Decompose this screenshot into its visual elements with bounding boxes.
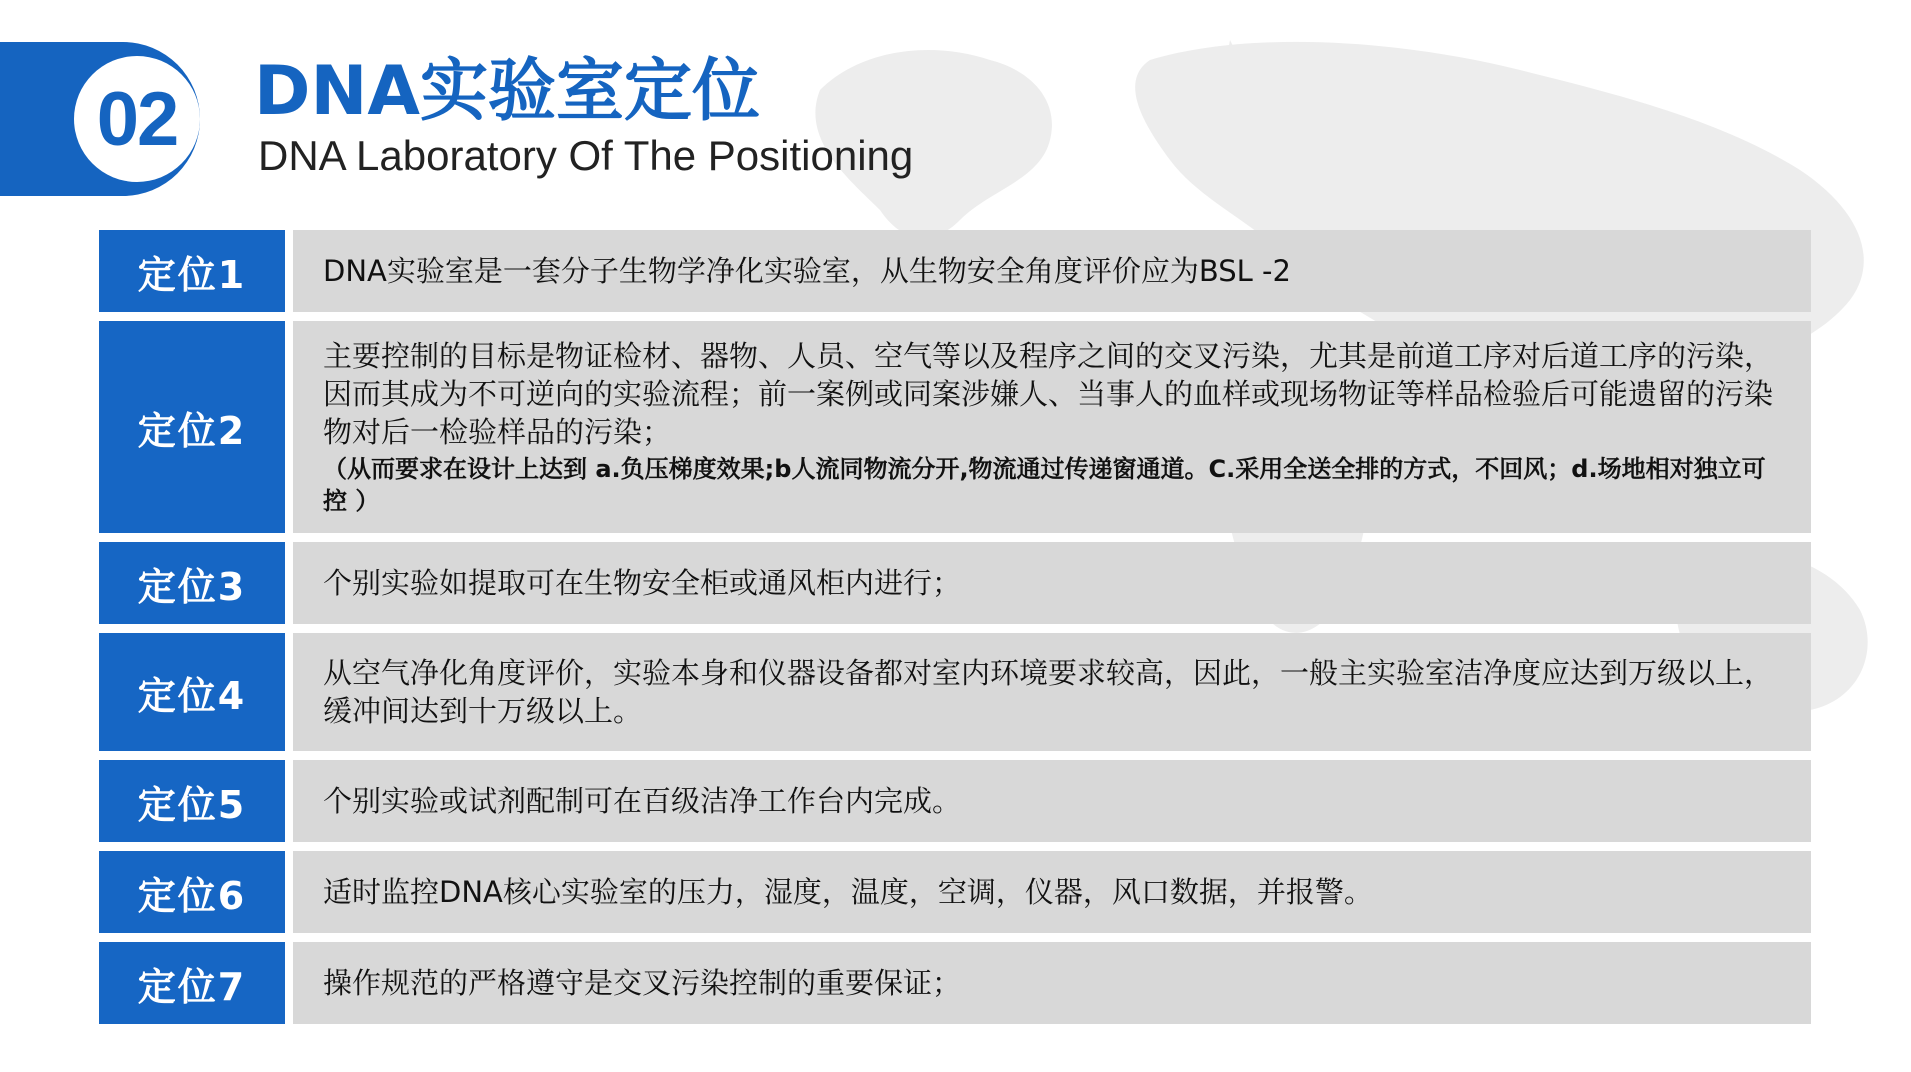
list-item <box>99 230 1811 312</box>
row-label: 定位4 <box>99 633 285 751</box>
row-label: 定位2 <box>99 321 285 533</box>
list-item <box>99 633 1811 751</box>
row-text: 主要控制的目标是物证检材、器物、人员、空气等以及程序之间的交叉污染，尤其是前道工序对后道工序的污染，因而其成为不可逆向的实验流程；前一案例或同案涉嫌人、当事人的血样或现场物证等样品检验后可能遗留的污染物对后一检验样品的污染； <box>323 339 1774 449</box>
list-item <box>99 942 1811 1024</box>
row-text: DNA实验室是一套分子生物学净化实验室，从生物安全角度评价应为BSL -2 <box>323 254 1291 288</box>
list-item <box>99 760 1811 842</box>
row-label: 定位7 <box>99 942 285 1024</box>
row-content <box>293 851 1811 933</box>
row-content <box>293 321 1811 533</box>
list-item <box>99 321 1811 533</box>
row-label: 定位5 <box>99 760 285 842</box>
row-text: 个别实验或试剂配制可在百级洁净工作台内完成。 <box>323 784 962 818</box>
section-number: 02 <box>96 76 178 162</box>
row-text: 个别实验如提取可在生物安全柜或通风柜内进行； <box>323 566 962 600</box>
row-content <box>293 760 1811 842</box>
page-title: DNA实验室定位 <box>254 52 760 131</box>
row-label: 定位6 <box>99 851 285 933</box>
row-note: （从而要求在设计上达到 a.负压梯度效果;b人流同物流分开,物流通过传递窗通道。C.采用全送全排的方式，不回风；d.场地相对独立可控 ） <box>323 455 1766 515</box>
row-label: 定位1 <box>99 230 285 312</box>
row-content <box>293 230 1811 312</box>
row-text: 从空气净化角度评价，实验本身和仪器设备都对室内环境要求较高，因此，一般主实验室洁净度应达到万级以上，缓冲间达到十万级以上。 <box>323 656 1774 728</box>
page-subtitle: DNA Laboratory Of The Positioning <box>258 132 914 179</box>
row-label: 定位3 <box>99 542 285 624</box>
list-item <box>99 542 1811 624</box>
row-content <box>293 942 1811 1024</box>
row-text: 适时监控DNA核心实验室的压力，湿度，温度，空调，仪器，风口数据，并报警。 <box>323 875 1373 909</box>
row-content <box>293 633 1811 751</box>
list-item <box>99 851 1811 933</box>
row-text: 操作规范的严格遵守是交叉污染控制的重要保证； <box>323 966 962 1000</box>
row-content <box>293 542 1811 624</box>
